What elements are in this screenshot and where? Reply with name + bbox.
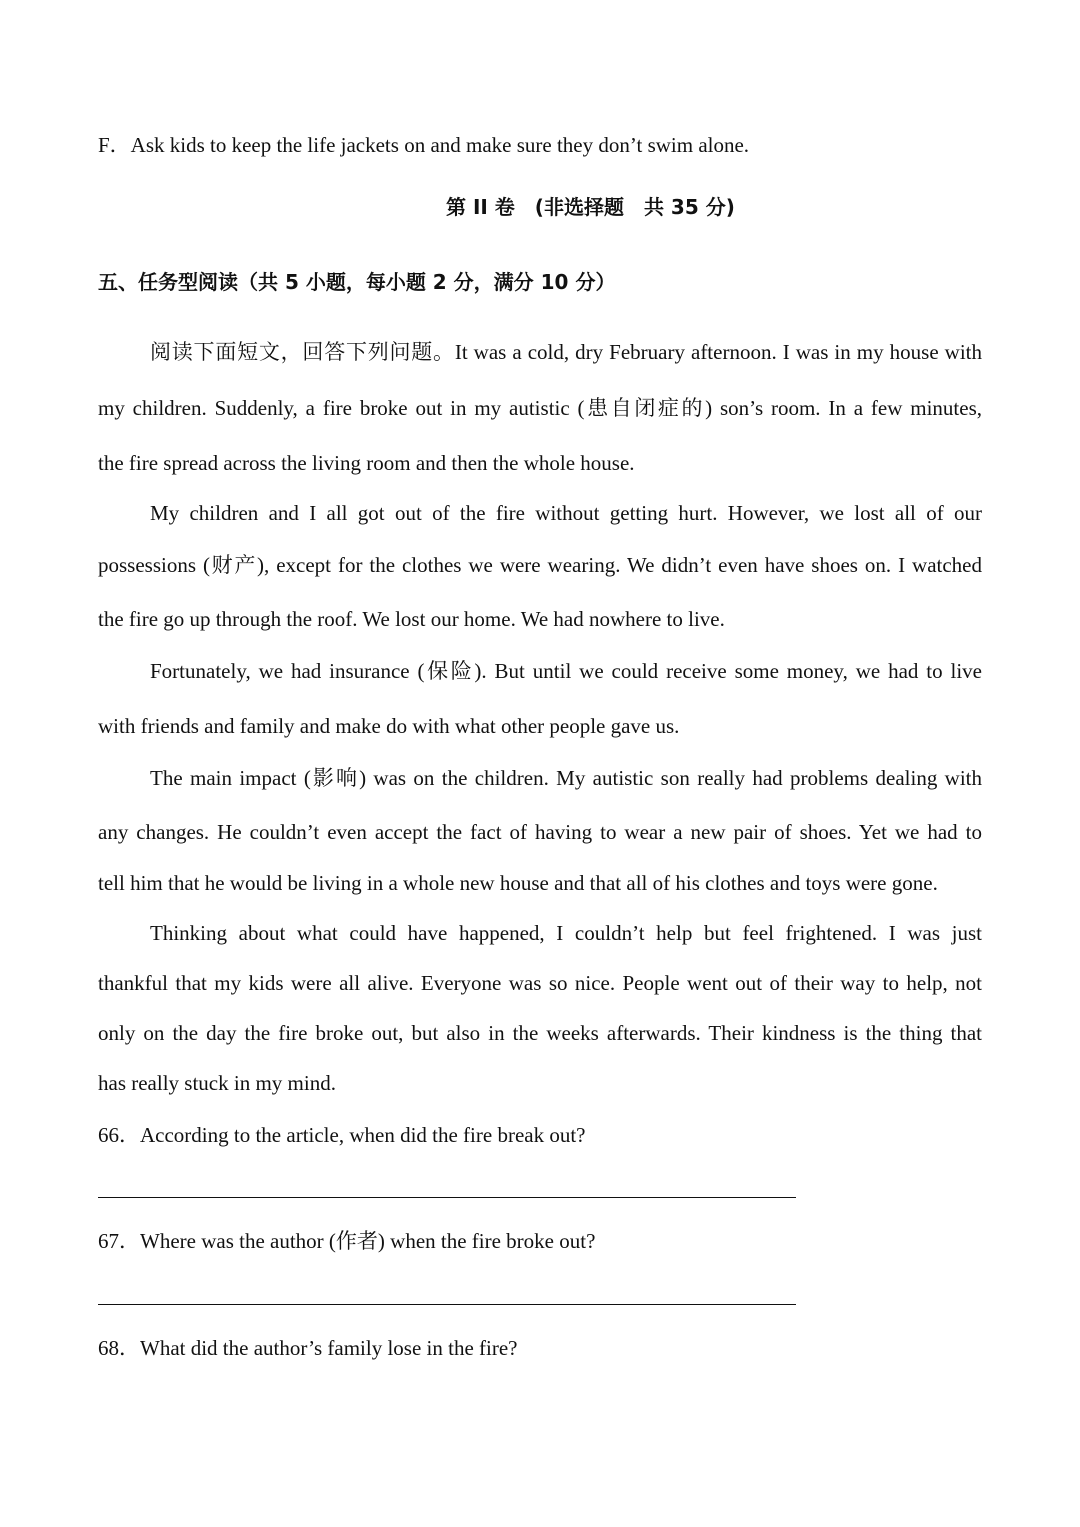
passage-line: thankful that my kids were all alive. Everyone was so nice. People went out of their way to help, not <box>98 971 982 995</box>
answer-line-66[interactable] <box>98 1197 796 1198</box>
passage-line: Fortunately, we had insurance (保险). But until we could receive some money, we had to live <box>150 659 982 683</box>
passage-line: the fire spread across the living room and then the whole house. <box>98 451 635 475</box>
passage-line: the fire go up through the roof. We lost our home. We had nowhere to live. <box>98 607 725 631</box>
section-heading: 五、任务型阅读（共 5 小题，每小题 2 分，满分 10 分） <box>98 270 616 294</box>
passage-line: Thinking about what could have happened, I couldn’t help but feel frightened. I was just <box>150 921 982 945</box>
passage-line: any changes. He couldn’t even accept the fact of having to wear a new pair of shoes. Yet we had to <box>98 820 982 844</box>
question-68: 68．What did the author’s family lose in the fire? <box>98 1336 518 1360</box>
answer-line-67[interactable] <box>98 1304 796 1305</box>
passage-line: The main impact (影响) was on the children. My autistic son really had problems dealing with <box>150 766 982 790</box>
passage-line: My children and I all got out of the fire without getting hurt. However, we lost all of our <box>150 501 982 525</box>
volume-heading: 第 II 卷 (非选择题 共 35 分) <box>446 195 735 219</box>
option-f: F．Ask kids to keep the life jackets on and make sure they don’t swim alone. <box>98 133 750 157</box>
passage-line: 阅读下面短文，回答下列问题。It was a cold, dry February afternoon. I was in my house with <box>150 340 982 364</box>
passage-line: possessions (财产), except for the clothes we were wearing. We didn’t even have shoes on. I watched <box>98 553 982 577</box>
passage-line: my children. Suddenly, a fire broke out in my autistic (患自闭症的) son’s room. In a few minutes, <box>98 396 982 420</box>
passage-line: with friends and family and make do with what other people gave us. <box>98 714 680 738</box>
question-66: 66．According to the article, when did the fire break out? <box>98 1123 586 1147</box>
passage-line: has really stuck in my mind. <box>98 1071 336 1095</box>
passage-line: tell him that he would be living in a whole new house and that all of his clothes and toys were gone. <box>98 871 938 895</box>
passage-line: only on the day the fire broke out, but also in the weeks afterwards. Their kindness is the thing that <box>98 1021 982 1045</box>
question-67: 67．Where was the author (作者) when the fire broke out? <box>98 1229 596 1253</box>
